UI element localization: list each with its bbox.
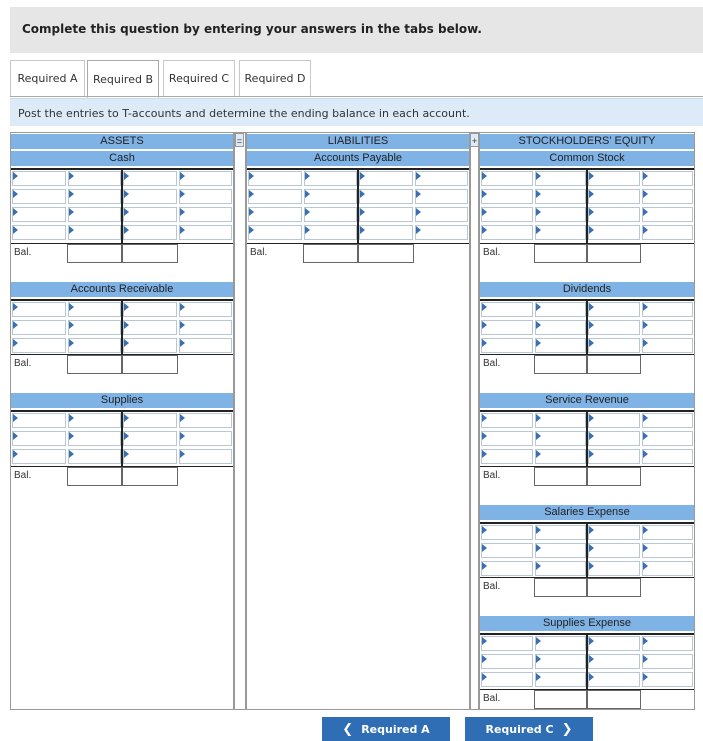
dividends-amount-input[interactable] <box>642 338 694 353</box>
supplies-reference-select[interactable] <box>12 449 66 464</box>
supplies-reference-select[interactable] <box>123 449 177 464</box>
dropdown-triangle-icon <box>536 450 541 458</box>
dropdown-triangle-icon <box>482 432 487 440</box>
cash-reference-select[interactable] <box>123 207 177 222</box>
dropdown-triangle-icon <box>589 321 594 329</box>
dividends-reference-select[interactable] <box>481 302 533 317</box>
accounts-payable-reference-select[interactable] <box>248 225 302 240</box>
dividends-amount-input[interactable] <box>535 338 587 353</box>
accounts-payable-amount-input[interactable] <box>304 207 358 222</box>
common-stock-amount-input[interactable] <box>535 189 587 204</box>
dropdown-triangle-icon <box>124 303 129 311</box>
tab-required-d[interactable]: Required D <box>239 60 311 96</box>
supplies-reference-select[interactable] <box>123 413 177 428</box>
service-revenue-reference-select[interactable] <box>481 449 533 464</box>
salaries-expense-amount-input[interactable] <box>642 525 694 540</box>
dividends-credit-balance-input[interactable] <box>587 355 641 374</box>
dropdown-triangle-icon <box>69 339 74 347</box>
dropdown-triangle-icon <box>643 450 648 458</box>
supplies-reference-select[interactable] <box>12 431 66 446</box>
common-stock-reference-select[interactable] <box>588 189 640 204</box>
dropdown-triangle-icon <box>482 339 487 347</box>
dropdown-triangle-icon <box>482 321 487 329</box>
dropdown-triangle-icon <box>482 208 487 216</box>
tab-required-a[interactable]: Required A <box>10 60 85 96</box>
dividends-amount-input[interactable] <box>642 302 694 317</box>
dropdown-triangle-icon <box>69 450 74 458</box>
prev-button-label: Required A <box>361 722 430 736</box>
dividends-debit-balance-input[interactable] <box>534 355 588 374</box>
dropdown-triangle-icon <box>305 208 310 216</box>
plus-sign: + <box>470 133 479 147</box>
cash-amount-input[interactable] <box>179 225 233 240</box>
dropdown-triangle-icon <box>13 172 18 180</box>
dropdown-triangle-icon <box>13 450 18 458</box>
account-header-service-revenue: Service Revenue <box>480 393 694 408</box>
dropdown-triangle-icon <box>482 544 487 552</box>
accounts-payable-credit-balance-input[interactable] <box>358 244 414 263</box>
dropdown-triangle-icon <box>180 339 185 347</box>
dropdown-triangle-icon <box>536 172 541 180</box>
dropdown-triangle-icon <box>482 414 487 422</box>
dropdown-triangle-icon <box>416 190 421 198</box>
accounts-payable-reference-select[interactable] <box>248 171 302 186</box>
supplies-amount-input[interactable] <box>179 413 233 428</box>
dropdown-triangle-icon <box>536 544 541 552</box>
accounts-payable-debit-balance-input[interactable] <box>303 244 359 263</box>
cash-reference-select[interactable] <box>12 189 66 204</box>
dropdown-triangle-icon <box>482 526 487 534</box>
dividends-reference-select[interactable] <box>481 338 533 353</box>
service-revenue-amount-input[interactable] <box>535 413 587 428</box>
dropdown-triangle-icon <box>180 172 185 180</box>
balance-label-service-revenue: Bal. <box>483 470 501 481</box>
supplies-expense-reference-select[interactable] <box>481 654 533 669</box>
common-stock-debit-balance-input[interactable] <box>534 244 588 263</box>
dropdown-triangle-icon <box>536 526 541 534</box>
dropdown-triangle-icon <box>482 190 487 198</box>
chevron-left-icon: ❮ <box>342 721 354 737</box>
supplies-expense-reference-select[interactable] <box>588 636 640 651</box>
dropdown-triangle-icon <box>180 303 185 311</box>
dropdown-triangle-icon <box>643 673 648 681</box>
accounts-payable-amount-input[interactable] <box>415 189 469 204</box>
dropdown-triangle-icon <box>13 414 18 422</box>
accounts-receivable-reference-select[interactable] <box>123 302 177 317</box>
service-revenue-credit-balance-input[interactable] <box>587 467 641 486</box>
salaries-expense-amount-input[interactable] <box>642 543 694 558</box>
cash-reference-select[interactable] <box>12 171 66 186</box>
salaries-expense-reference-select[interactable] <box>481 525 533 540</box>
salaries-expense-credit-balance-input[interactable] <box>587 578 641 597</box>
supplies-expense-amount-input[interactable] <box>642 636 694 651</box>
supplies-debit-balance-input[interactable] <box>67 467 123 486</box>
dropdown-triangle-icon <box>589 303 594 311</box>
common-stock-amount-input[interactable] <box>642 225 694 240</box>
plus-column <box>470 132 479 710</box>
dropdown-triangle-icon <box>643 432 648 440</box>
salaries-expense-amount-input[interactable] <box>535 543 587 558</box>
dropdown-triangle-icon <box>589 544 594 552</box>
salaries-expense-reference-select[interactable] <box>588 543 640 558</box>
prompt-text: Post the entries to T-accounts and determine the ending balance in each account. <box>18 107 470 120</box>
accounts-payable-reference-select[interactable] <box>248 207 302 222</box>
tab-required-c[interactable]: Required C <box>163 60 235 96</box>
dividends-reference-select[interactable] <box>588 320 640 335</box>
common-stock-credit-balance-input[interactable] <box>587 244 641 263</box>
salaries-expense-reference-select[interactable] <box>481 543 533 558</box>
dropdown-triangle-icon <box>482 303 487 311</box>
common-stock-reference-select[interactable] <box>481 171 533 186</box>
dropdown-triangle-icon <box>13 190 18 198</box>
accounts-receivable-amount-input[interactable] <box>68 302 122 317</box>
accounts-payable-reference-select[interactable] <box>359 171 413 186</box>
accounts-payable-amount-input[interactable] <box>304 225 358 240</box>
supplies-reference-select[interactable] <box>12 413 66 428</box>
balance-label-supplies: Bal. <box>14 470 32 481</box>
dropdown-triangle-icon <box>589 208 594 216</box>
tab-required-b[interactable]: Required B <box>87 60 159 98</box>
dropdown-triangle-icon <box>305 190 310 198</box>
dropdown-triangle-icon <box>589 450 594 458</box>
supplies-expense-reference-select[interactable] <box>481 672 533 687</box>
supplies-expense-amount-input[interactable] <box>535 636 587 651</box>
dropdown-triangle-icon <box>360 172 365 180</box>
prev-required-a-button[interactable] <box>322 717 450 741</box>
supplies-expense-reference-select[interactable] <box>588 672 640 687</box>
service-revenue-amount-input[interactable] <box>642 413 694 428</box>
dropdown-triangle-icon <box>536 432 541 440</box>
dropdown-triangle-icon <box>180 414 185 422</box>
dividends-reference-select[interactable] <box>588 338 640 353</box>
cash-reference-select[interactable] <box>123 225 177 240</box>
dropdown-triangle-icon <box>124 414 129 422</box>
salaries-expense-amount-input[interactable] <box>535 525 587 540</box>
cash-amount-input[interactable] <box>68 225 122 240</box>
cash-reference-select[interactable] <box>12 207 66 222</box>
accounts-receivable-reference-select[interactable] <box>123 338 177 353</box>
common-stock-amount-input[interactable] <box>642 189 694 204</box>
common-stock-reference-select[interactable] <box>481 189 533 204</box>
dropdown-triangle-icon <box>360 208 365 216</box>
dropdown-triangle-icon <box>536 226 541 234</box>
dropdown-triangle-icon <box>536 562 541 570</box>
dropdown-triangle-icon <box>643 655 648 663</box>
instruction-bar <box>10 7 703 53</box>
dropdown-triangle-icon <box>643 190 648 198</box>
dropdown-triangle-icon <box>589 673 594 681</box>
dropdown-triangle-icon <box>69 208 74 216</box>
balance-label-accounts-payable: Bal. <box>250 247 268 258</box>
supplies-amount-input[interactable] <box>179 449 233 464</box>
dropdown-triangle-icon <box>13 303 18 311</box>
common-stock-reference-select[interactable] <box>588 225 640 240</box>
dividends-reference-select[interactable] <box>588 302 640 317</box>
chevron-right-icon: ❯ <box>561 721 573 737</box>
accounts-payable-amount-input[interactable] <box>304 171 358 186</box>
supplies-expense-reference-select[interactable] <box>588 654 640 669</box>
assets-header: ASSETS <box>11 133 233 149</box>
service-revenue-debit-balance-input[interactable] <box>534 467 588 486</box>
supplies-expense-amount-input[interactable] <box>535 654 587 669</box>
service-revenue-amount-input[interactable] <box>642 449 694 464</box>
accounts-receivable-amount-input[interactable] <box>179 338 233 353</box>
salaries-expense-amount-input[interactable] <box>535 561 587 576</box>
accounts-receivable-amount-input[interactable] <box>68 338 122 353</box>
dropdown-triangle-icon <box>643 414 648 422</box>
common-stock-amount-input[interactable] <box>642 171 694 186</box>
cash-reference-select[interactable] <box>123 171 177 186</box>
accounts-payable-reference-select[interactable] <box>248 189 302 204</box>
dropdown-triangle-icon <box>536 339 541 347</box>
cash-credit-balance-input[interactable] <box>122 244 178 263</box>
dividends-amount-input[interactable] <box>535 302 587 317</box>
liabilities-header: LIABILITIES <box>247 133 469 149</box>
dropdown-triangle-icon <box>482 673 487 681</box>
dropdown-triangle-icon <box>482 450 487 458</box>
dropdown-triangle-icon <box>13 339 18 347</box>
dropdown-triangle-icon <box>416 172 421 180</box>
supplies-expense-amount-input[interactable] <box>642 672 694 687</box>
dropdown-triangle-icon <box>589 339 594 347</box>
supplies-expense-amount-input[interactable] <box>535 672 587 687</box>
cash-amount-input[interactable] <box>179 171 233 186</box>
accounts-payable-amount-input[interactable] <box>415 207 469 222</box>
accounts-payable-reference-select[interactable] <box>359 207 413 222</box>
supplies-expense-debit-balance-input[interactable] <box>534 690 588 709</box>
dropdown-triangle-icon <box>124 172 129 180</box>
dropdown-triangle-icon <box>360 190 365 198</box>
supplies-credit-balance-input[interactable] <box>122 467 178 486</box>
accounts-receivable-reference-select[interactable] <box>123 320 177 335</box>
dropdown-triangle-icon <box>13 208 18 216</box>
dropdown-triangle-icon <box>643 321 648 329</box>
supplies-expense-reference-select[interactable] <box>481 636 533 651</box>
service-revenue-reference-select[interactable] <box>481 413 533 428</box>
account-header-cash: Cash <box>11 151 233 166</box>
dropdown-triangle-icon <box>643 172 648 180</box>
supplies-expense-amount-input[interactable] <box>642 654 694 669</box>
supplies-amount-input[interactable] <box>179 431 233 446</box>
dropdown-triangle-icon <box>643 226 648 234</box>
service-revenue-amount-input[interactable] <box>535 431 587 446</box>
account-header-common-stock: Common Stock <box>480 151 694 166</box>
dropdown-triangle-icon <box>305 172 310 180</box>
dropdown-triangle-icon <box>482 562 487 570</box>
balance-label-common-stock: Bal. <box>483 247 501 258</box>
accounts-receivable-reference-select[interactable] <box>12 338 66 353</box>
dropdown-triangle-icon <box>536 655 541 663</box>
salaries-expense-reference-select[interactable] <box>588 525 640 540</box>
dropdown-triangle-icon <box>643 208 648 216</box>
dropdown-triangle-icon <box>249 190 254 198</box>
dropdown-triangle-icon <box>536 190 541 198</box>
dividends-amount-input[interactable] <box>535 320 587 335</box>
cash-amount-input[interactable] <box>68 171 122 186</box>
dropdown-triangle-icon <box>305 226 310 234</box>
accounts-payable-reference-select[interactable] <box>359 189 413 204</box>
dropdown-triangle-icon <box>13 432 18 440</box>
service-revenue-reference-select[interactable] <box>481 431 533 446</box>
common-stock-reference-select[interactable] <box>588 207 640 222</box>
common-stock-reference-select[interactable] <box>588 171 640 186</box>
service-revenue-amount-input[interactable] <box>535 449 587 464</box>
accounts-receivable-reference-select[interactable] <box>12 320 66 335</box>
cash-amount-input[interactable] <box>179 207 233 222</box>
dropdown-triangle-icon <box>124 339 129 347</box>
instruction-text: Complete this question by entering your answers in the tabs below. <box>22 22 482 36</box>
dropdown-triangle-icon <box>536 321 541 329</box>
dropdown-triangle-icon <box>416 226 421 234</box>
dropdown-triangle-icon <box>360 226 365 234</box>
dropdown-triangle-icon <box>124 208 129 216</box>
common-stock-amount-input[interactable] <box>535 171 587 186</box>
dropdown-triangle-icon <box>643 544 648 552</box>
salaries-expense-debit-balance-input[interactable] <box>534 578 588 597</box>
dropdown-triangle-icon <box>482 172 487 180</box>
dropdown-triangle-icon <box>180 321 185 329</box>
dropdown-triangle-icon <box>589 655 594 663</box>
dropdown-triangle-icon <box>482 637 487 645</box>
accounts-receivable-reference-select[interactable] <box>12 302 66 317</box>
dropdown-triangle-icon <box>124 321 129 329</box>
dropdown-triangle-icon <box>589 226 594 234</box>
dropdown-triangle-icon <box>249 226 254 234</box>
dropdown-triangle-icon <box>69 190 74 198</box>
dropdown-triangle-icon <box>482 226 487 234</box>
dropdown-triangle-icon <box>589 432 594 440</box>
accounts-receivable-amount-input[interactable] <box>68 320 122 335</box>
common-stock-amount-input[interactable] <box>642 207 694 222</box>
equals-sign: = <box>235 133 244 147</box>
salaries-expense-reference-select[interactable] <box>588 561 640 576</box>
cash-amount-input[interactable] <box>68 189 122 204</box>
supplies-amount-input[interactable] <box>68 431 122 446</box>
dropdown-triangle-icon <box>589 414 594 422</box>
dropdown-triangle-icon <box>180 226 185 234</box>
dropdown-triangle-icon <box>536 208 541 216</box>
common-stock-amount-input[interactable] <box>535 207 587 222</box>
dropdown-triangle-icon <box>482 655 487 663</box>
cash-debit-balance-input[interactable] <box>67 244 123 263</box>
balance-label-supplies-expense: Bal. <box>483 693 501 704</box>
dropdown-triangle-icon <box>180 450 185 458</box>
next-required-c-button[interactable] <box>465 717 593 741</box>
accounts-receivable-credit-balance-input[interactable] <box>122 355 178 374</box>
common-stock-amount-input[interactable] <box>535 225 587 240</box>
dropdown-triangle-icon <box>536 673 541 681</box>
balance-label-salaries-expense: Bal. <box>483 581 501 592</box>
supplies-amount-input[interactable] <box>68 413 122 428</box>
cash-reference-select[interactable] <box>12 225 66 240</box>
dropdown-triangle-icon <box>589 637 594 645</box>
dropdown-triangle-icon <box>536 303 541 311</box>
dropdown-triangle-icon <box>536 414 541 422</box>
dropdown-triangle-icon <box>124 190 129 198</box>
accounts-payable-amount-input[interactable] <box>415 171 469 186</box>
dropdown-triangle-icon <box>124 226 129 234</box>
balance-label-cash: Bal. <box>14 247 32 258</box>
dropdown-triangle-icon <box>589 526 594 534</box>
dropdown-triangle-icon <box>416 208 421 216</box>
service-revenue-amount-input[interactable] <box>642 431 694 446</box>
dropdown-triangle-icon <box>180 190 185 198</box>
dropdown-triangle-icon <box>643 339 648 347</box>
dropdown-triangle-icon <box>124 450 129 458</box>
account-header-accounts-receivable: Accounts Receivable <box>11 282 233 297</box>
dropdown-triangle-icon <box>249 208 254 216</box>
service-revenue-reference-select[interactable] <box>588 431 640 446</box>
dropdown-triangle-icon <box>589 562 594 570</box>
next-button-label: Required C <box>485 722 554 736</box>
account-header-supplies-expense: Supplies Expense <box>480 616 694 631</box>
dropdown-triangle-icon <box>69 321 74 329</box>
accounts-receivable-debit-balance-input[interactable] <box>67 355 123 374</box>
equity-header: STOCKHOLDERS' EQUITY <box>480 133 694 149</box>
account-header-accounts-payable: Accounts Payable <box>247 151 469 166</box>
cash-reference-select[interactable] <box>123 189 177 204</box>
supplies-amount-input[interactable] <box>68 449 122 464</box>
accounts-payable-amount-input[interactable] <box>415 225 469 240</box>
account-header-supplies: Supplies <box>11 393 233 408</box>
dropdown-triangle-icon <box>249 172 254 180</box>
balance-label-dividends: Bal. <box>483 358 501 369</box>
salaries-expense-amount-input[interactable] <box>642 561 694 576</box>
dropdown-triangle-icon <box>643 303 648 311</box>
salaries-expense-reference-select[interactable] <box>481 561 533 576</box>
dropdown-triangle-icon <box>69 303 74 311</box>
supplies-reference-select[interactable] <box>123 431 177 446</box>
account-header-salaries-expense: Salaries Expense <box>480 505 694 520</box>
dropdown-triangle-icon <box>643 526 648 534</box>
dropdown-triangle-icon <box>69 432 74 440</box>
dropdown-triangle-icon <box>180 208 185 216</box>
cash-amount-input[interactable] <box>179 189 233 204</box>
equals-column <box>234 132 246 710</box>
accounts-receivable-amount-input[interactable] <box>179 320 233 335</box>
dropdown-triangle-icon <box>13 226 18 234</box>
dropdown-triangle-icon <box>69 172 74 180</box>
cash-amount-input[interactable] <box>68 207 122 222</box>
dropdown-triangle-icon <box>589 172 594 180</box>
dividends-amount-input[interactable] <box>642 320 694 335</box>
accounts-payable-amount-input[interactable] <box>304 189 358 204</box>
dividends-reference-select[interactable] <box>481 320 533 335</box>
service-revenue-reference-select[interactable] <box>588 449 640 464</box>
tab-divider <box>10 96 703 97</box>
dropdown-triangle-icon <box>69 414 74 422</box>
dropdown-triangle-icon <box>536 637 541 645</box>
dropdown-triangle-icon <box>643 637 648 645</box>
balance-label-accounts-receivable: Bal. <box>14 358 32 369</box>
account-header-dividends: Dividends <box>480 282 694 297</box>
dropdown-triangle-icon <box>180 432 185 440</box>
accounts-payable-reference-select[interactable] <box>359 225 413 240</box>
supplies-expense-credit-balance-input[interactable] <box>587 690 641 709</box>
common-stock-reference-select[interactable] <box>481 225 533 240</box>
common-stock-reference-select[interactable] <box>481 207 533 222</box>
dropdown-triangle-icon <box>124 432 129 440</box>
service-revenue-reference-select[interactable] <box>588 413 640 428</box>
accounts-receivable-amount-input[interactable] <box>179 302 233 317</box>
dropdown-triangle-icon <box>589 190 594 198</box>
dropdown-triangle-icon <box>69 226 74 234</box>
dropdown-triangle-icon <box>13 321 18 329</box>
dropdown-triangle-icon <box>643 562 648 570</box>
instruction-prompt-bar <box>10 98 703 126</box>
